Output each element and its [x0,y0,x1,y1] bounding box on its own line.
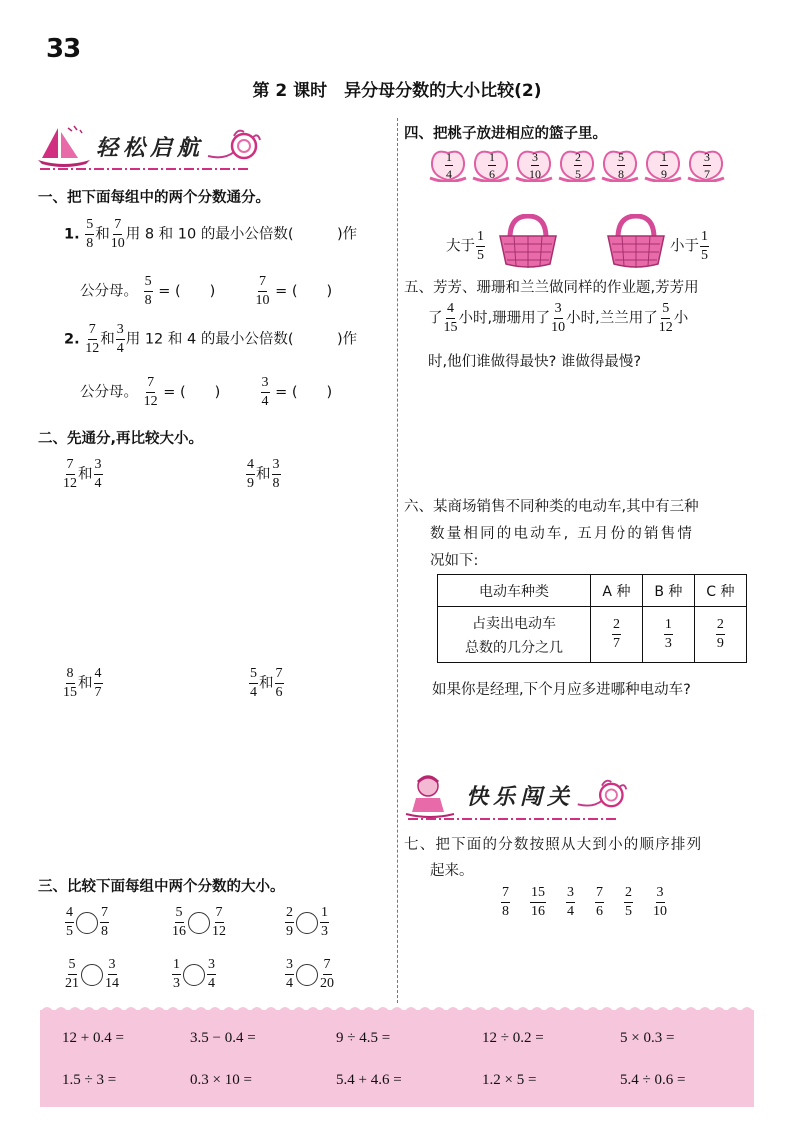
calc-item: 1.2 × 5 = [482,1072,537,1088]
compare-pair[interactable]: $\frac{5}{21}$ $\frac{3}{14}$ [65,957,119,991]
calc-item: 9 ÷ 4.5 = [336,1030,391,1046]
s2-pair[interactable]: $\frac{4}{9}$ 和 $\frac{3}{8}$ [247,457,280,491]
fraction[interactable]: $\frac{7}{6}$ [596,885,603,919]
table-header: C 种 [694,575,746,607]
compare-pair[interactable]: $\frac{2}{9}$ $\frac{1}{3}$ [286,905,328,939]
sales-table [437,574,747,663]
s2-heading: 二、先通分,再比较大小。 [38,431,204,447]
peach-card[interactable] [600,148,640,182]
compare-circle[interactable] [188,912,210,934]
answer-blank[interactable]: = ( ) [275,384,333,401]
sailboat-icon [36,124,96,168]
s1-heading: 一、把下面每组中的两个分数通分。 [38,190,270,206]
q-number: 1. [64,226,80,243]
compare-circle[interactable] [296,912,318,934]
fraction: $\frac{3}{4}$ [261,375,269,409]
banner-label: 快乐闯关 [466,783,575,810]
fraction[interactable]: $\frac{3}{4}$ [567,885,574,919]
s1-q2-line2: 公分母。 $\frac{7}{12}$ = ( ) $\frac{3}{4}$ = ( ) [80,375,333,409]
fraction: $\frac{5}{8}$ [618,150,624,181]
s6-line3: 况如下: [430,553,479,569]
banner-label: 轻松启航 [96,134,205,161]
table-cell: $\frac{2}{7}$ [591,607,643,663]
basket-icon[interactable] [496,214,560,270]
banner-underline [40,166,250,172]
compare-pair[interactable]: $\frac{3}{4}$ $\frac{7}{20}$ [286,957,334,991]
calc-item: 12 ÷ 0.2 = [482,1030,544,1046]
s1-q1-line1: 1. $\frac{5}{8}$ 和 $\frac{7}{10}$ 用 8 和 10 的最小公倍数( )作 [64,217,358,251]
s1-q1-line2: 公分母。 $\frac{5}{8}$ = ( ) $\frac{7}{10}$ = ( ) [80,274,333,308]
mental-math-strip [40,1010,754,1107]
peach-card[interactable] [643,148,683,182]
peach-card[interactable] [471,148,511,182]
peach-card[interactable] [428,148,468,182]
s1-q2-line1: 2. $\frac{7}{12}$ 和 $\frac{3}{4}$ 用 12 和 4 的最小公倍数( )作 [64,322,358,356]
s6-line1: 六、某商场销售不同种类的电动车,其中有三种 [404,499,699,515]
compare-circle[interactable] [81,964,103,986]
s5-line1: 五、芳芳、珊珊和兰兰做同样的作业题,芳芳用 [404,280,699,296]
fraction: $\frac{3}{4}$ [116,322,124,356]
fraction: $\frac{7}{12}$ [143,375,158,409]
child-mascot-icon [404,772,456,818]
compare-pair[interactable]: $\frac{4}{5}$ $\frac{7}{8}$ [66,905,108,939]
fraction: $\frac{5}{8}$ [144,274,152,308]
fraction: $\frac{1}{9}$ [661,150,667,181]
compare-circle[interactable] [76,912,98,934]
fraction: $\frac{1}{6}$ [489,150,495,181]
fraction: $\frac{7}{10}$ [110,217,125,251]
fraction[interactable]: $\frac{15}{16}$ [531,885,545,919]
answer-blank[interactable]: = ( ) [163,384,221,401]
calc-item: 5.4 + 4.6 = [336,1072,402,1088]
swirl-ornament-icon [574,775,630,815]
s2-pair[interactable]: $\frac{7}{12}$ 和 $\frac{3}{4}$ [63,457,102,491]
s7-line2: 起来。 [430,863,474,879]
fraction-list [500,886,668,919]
banner-underline [408,816,618,822]
swirl-ornament-icon [204,126,264,166]
table-row-label: 占卖出电动车 总数的几分之几 [438,607,591,663]
s6-question: 如果你是经理,下个月应多进哪种电动车? [432,682,691,698]
peach-row [428,148,726,182]
table-cell: $\frac{1}{3}$ [642,607,694,663]
fraction: $\frac{3}{7}$ [704,150,710,181]
s3-heading: 三、比较下面每组中两个分数的大小。 [38,879,285,895]
s5-line2: 了 $\frac{4}{15}$ 小时,珊珊用了 $\frac{3}{10}$ 小时,兰兰用了 $\frac{5}{12}$ 小 [428,301,689,335]
basket-less-label: 小于 $\frac{1}{5}$ [670,229,708,263]
table-header: B 种 [642,575,694,607]
fraction[interactable]: $\frac{2}{5}$ [625,885,632,919]
calc-item: 12 + 0.4 = [62,1030,124,1046]
fraction[interactable]: $\frac{3}{10}$ [653,885,667,919]
fraction: $\frac{1}{4}$ [446,150,452,181]
basket-icon[interactable] [604,214,668,270]
q-number: 2. [64,331,80,348]
s2-pair[interactable]: $\frac{5}{4}$ 和 $\frac{7}{6}$ [250,666,283,700]
fraction: $\frac{5}{8}$ [86,217,94,251]
table-header: 电动车种类 [438,575,591,607]
s4-heading: 四、把桃子放进相应的篮子里。 [404,126,607,142]
calc-item: 5 × 0.3 = [620,1030,675,1046]
compare-pair[interactable]: $\frac{5}{16}$ $\frac{7}{12}$ [172,905,226,939]
column-divider [397,118,398,1003]
basket-greater-label: 大于 $\frac{1}{5}$ [446,229,484,263]
table-cell: $\frac{2}{9}$ [694,607,746,663]
s5-line3: 时,他们谁做得最快? 谁做得最慢? [428,354,642,370]
fraction: $\frac{3}{10}$ [529,150,541,181]
calc-item: 1.5 ÷ 3 = [62,1072,117,1088]
calc-item: 5.4 ÷ 0.6 = [620,1072,686,1088]
compare-pair[interactable]: $\frac{1}{3}$ $\frac{3}{4}$ [173,957,215,991]
calc-item: 0.3 × 10 = [190,1072,252,1088]
calc-item: 3.5 − 0.4 = [190,1030,256,1046]
fraction: $\frac{7}{12}$ [85,322,100,356]
peach-card[interactable] [514,148,554,182]
compare-circle[interactable] [183,964,205,986]
banner-kuaile [404,772,630,818]
banner-qingsong [36,124,264,168]
fraction[interactable]: $\frac{7}{8}$ [502,885,509,919]
fraction: $\frac{7}{10}$ [255,274,270,308]
answer-blank[interactable]: = ( ) [158,283,216,300]
fraction: $\frac{2}{5}$ [575,150,581,181]
s7-line1: 七、把下面的分数按照从大到小的顺序排列 [404,837,703,853]
answer-blank[interactable]: = ( ) [275,283,333,300]
lesson-title: 第 2 课时 异分母分数的大小比较(2) [252,81,542,101]
peach-card[interactable] [686,148,726,182]
s2-pair[interactable]: $\frac{8}{15}$ 和 $\frac{4}{7}$ [63,666,102,700]
compare-circle[interactable] [296,964,318,986]
peach-card[interactable] [557,148,597,182]
s6-line2: 数量相同的电动车, 五月份的销售情 [430,526,695,542]
table-header: A 种 [591,575,643,607]
page-number: 33 [46,34,81,64]
